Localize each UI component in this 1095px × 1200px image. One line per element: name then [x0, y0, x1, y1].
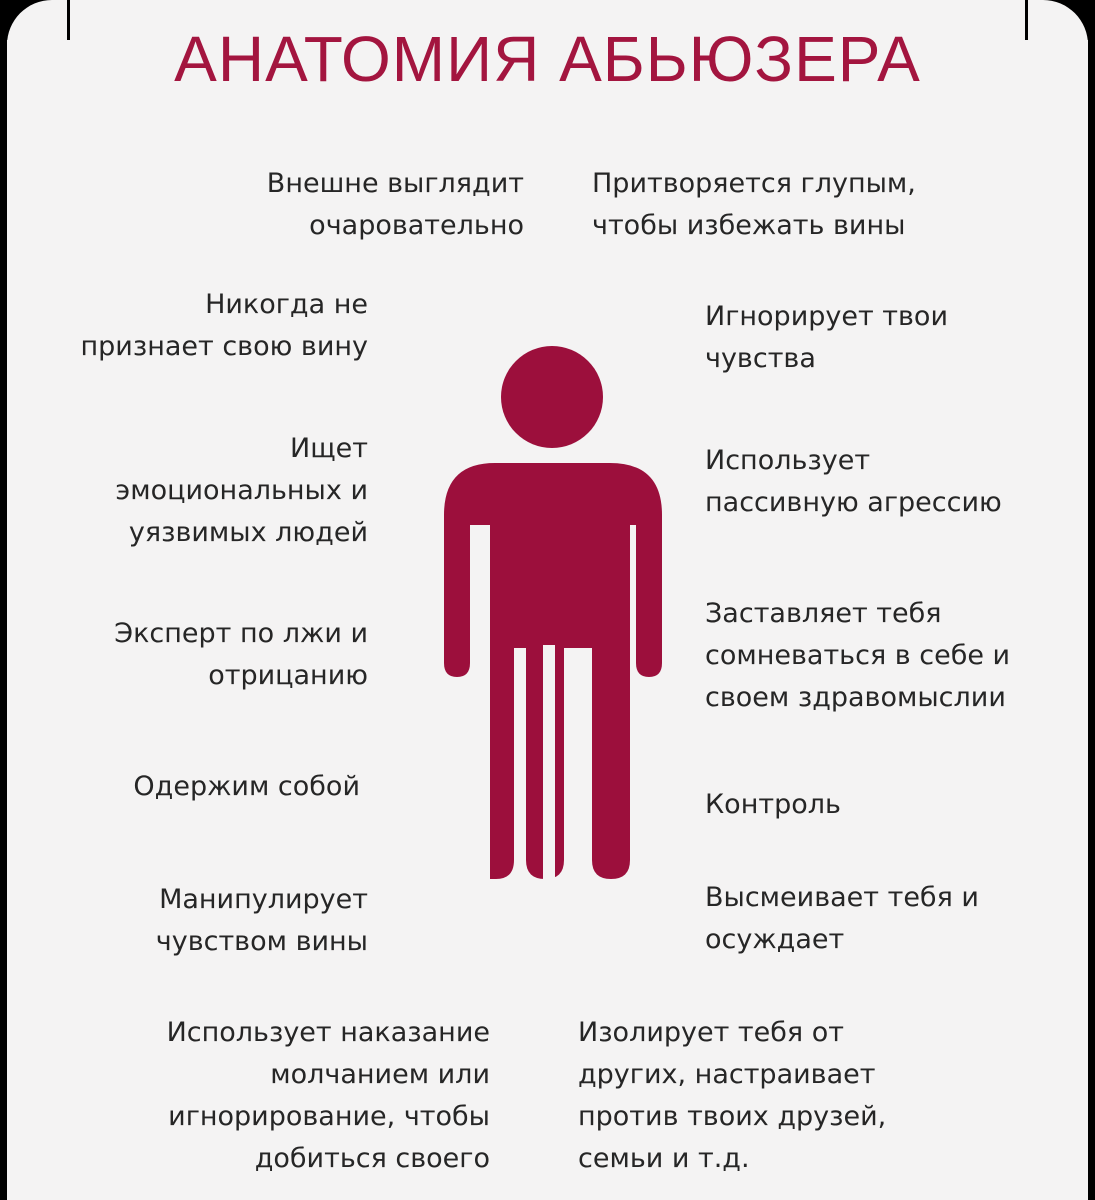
text-line: чувством вины — [155, 926, 368, 957]
text-line: признает свою вину — [80, 331, 368, 362]
text-block-right-4 — [705, 784, 841, 826]
text-line: Заставляет тебя — [705, 598, 942, 629]
text-block-right-1 — [705, 296, 948, 380]
text-block-left-1 — [81, 284, 369, 368]
text-line: уязвимых людей — [128, 517, 368, 548]
text-line: Использует наказание — [166, 1017, 490, 1048]
text-line: Внешне выглядит — [266, 168, 524, 199]
text-line: своем здравомыслии — [705, 682, 1006, 713]
text-block-left-4 — [133, 766, 360, 808]
text-block-bottom-right — [578, 1012, 886, 1180]
text-line: Манипулирует — [159, 884, 368, 915]
text-line: Одержим собой — [133, 771, 360, 802]
text-block-top-left — [267, 163, 524, 247]
text-line: чтобы избежать вины — [592, 210, 906, 241]
text-line: молчанием или — [270, 1059, 490, 1090]
text-line: Изолирует тебя от — [578, 1017, 844, 1048]
text-block-right-3 — [705, 593, 1010, 719]
text-line: Высмеивает тебя и — [705, 882, 979, 913]
text-block-left-5 — [156, 879, 368, 963]
text-line: эмоциональных и — [115, 475, 368, 506]
text-line: Никогда не — [205, 289, 368, 320]
text-line: Использует — [705, 445, 871, 476]
text-block-bottom-left — [167, 1012, 490, 1180]
text-block-right-2 — [705, 440, 1002, 524]
text-block-left-2 — [115, 428, 368, 554]
text-line: игнорирование, чтобы — [168, 1101, 490, 1132]
person-icon — [440, 345, 666, 880]
text-line: Эксперт по лжи и — [114, 618, 368, 649]
person-leg-gap — [543, 645, 555, 880]
text-line: осуждает — [705, 924, 845, 955]
page-title: АНАТОМИЯ АБЬЮЗЕРА — [174, 23, 921, 95]
text-line: других, настраивает — [578, 1059, 876, 1090]
text-block-left-3 — [114, 613, 368, 697]
text-block-top-right — [592, 163, 916, 247]
text-line: отрицанию — [208, 660, 368, 691]
text-line: добиться своего — [254, 1143, 490, 1174]
text-line: семьи и т.д. — [578, 1143, 750, 1174]
person-head — [501, 346, 603, 448]
text-line: Ищет — [290, 433, 368, 464]
text-line: Притворяется глупым, — [592, 168, 916, 199]
text-line: Игнорирует твои — [705, 301, 948, 332]
text-line: Контроль — [705, 789, 841, 820]
text-line: чувства — [705, 343, 816, 374]
text-block-right-5 — [705, 877, 979, 961]
text-line: очаровательно — [309, 210, 524, 241]
text-line: против твоих друзей, — [578, 1101, 887, 1132]
text-line: пассивную агрессию — [705, 487, 1002, 518]
text-line: сомневаться в себе и — [705, 640, 1011, 671]
